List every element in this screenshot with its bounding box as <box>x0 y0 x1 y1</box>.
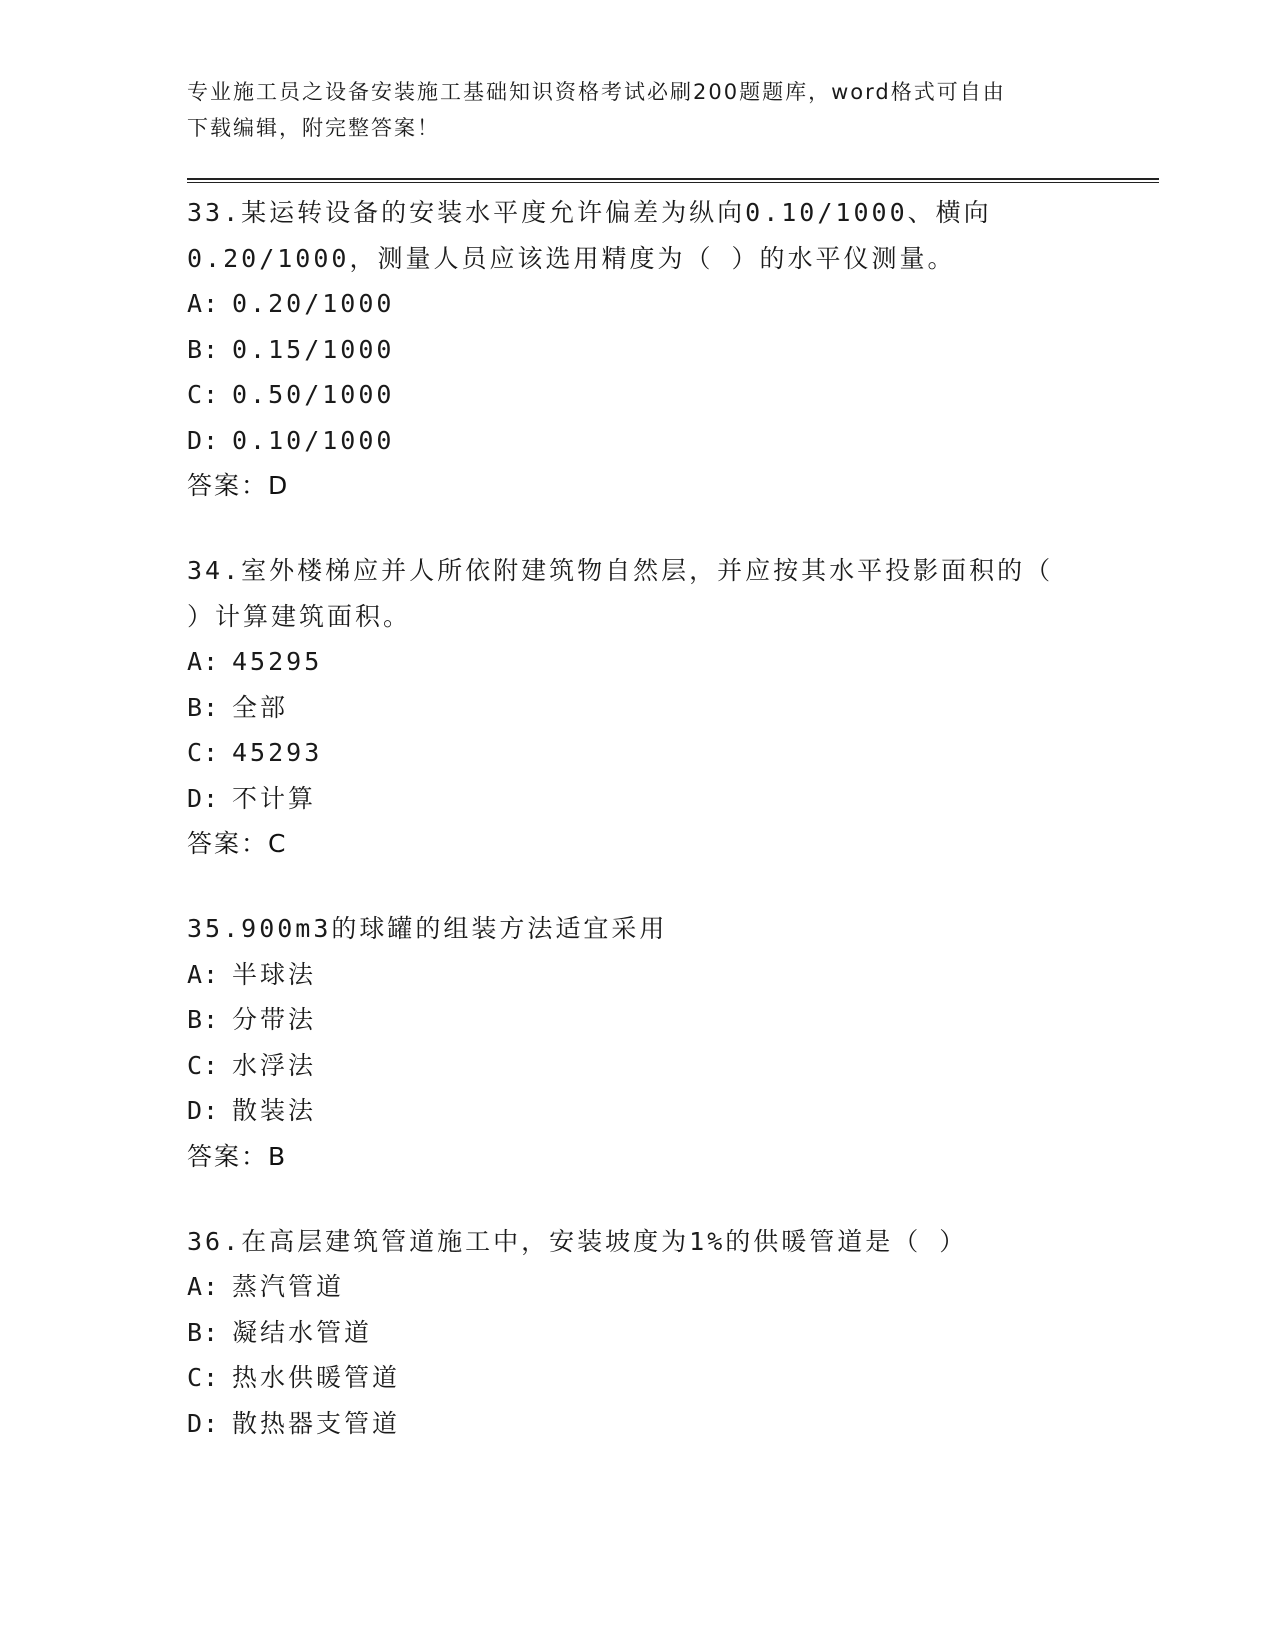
option-label: A: <box>187 1272 220 1301</box>
option-text: 全部 <box>232 692 289 722</box>
question-35 <box>187 906 1087 1179</box>
option-label: D: <box>187 1408 220 1438</box>
question-33 <box>187 190 1087 508</box>
option-b <box>187 1310 1087 1356</box>
option-text: 凝结水管道 <box>232 1317 373 1347</box>
option-text: 散装法 <box>232 1096 317 1125</box>
answer-text: 答案：B <box>187 1141 288 1171</box>
option-b <box>187 327 1087 373</box>
option-a <box>187 281 1087 327</box>
option-label: A: <box>187 647 220 676</box>
question-36 <box>187 1219 1087 1447</box>
header-line-2: 下载编辑，附完整答案！ <box>187 116 440 140</box>
question-stem-line: 33.某运转设备的安装水平度允许偏差为纵向0.10/1000、横向 <box>187 198 992 227</box>
option-label: B: <box>187 692 220 722</box>
option-label: C: <box>187 380 220 409</box>
header-divider <box>187 178 1159 183</box>
option-d <box>187 418 1087 464</box>
option-label: A: <box>187 959 220 989</box>
option-label: B: <box>187 1005 220 1034</box>
option-label: D: <box>187 783 220 813</box>
answer-text: 答案：D <box>187 471 290 500</box>
option-text: 0.10/1000 <box>232 425 395 455</box>
option-text: 散热器支管道 <box>232 1408 401 1438</box>
option-label: B: <box>187 334 220 364</box>
question-stem-line: 34.室外楼梯应并人所依附建筑物自然层，并应按其水平投影面积的（ <box>187 556 1054 585</box>
question-stem-line: 35.900m3的球罐的组装方法适宜采用 <box>187 914 668 943</box>
option-text: 半球法 <box>232 959 317 989</box>
question-list <box>187 190 1087 1486</box>
option-c <box>187 1043 1087 1089</box>
option-a <box>187 639 1087 685</box>
option-text: 0.15/1000 <box>232 334 395 364</box>
option-d <box>187 1401 1087 1447</box>
option-c <box>187 372 1087 418</box>
option-text: 分带法 <box>232 1005 317 1034</box>
question-stem-line: ）计算建筑面积。 <box>187 601 412 631</box>
option-a <box>187 1264 1087 1310</box>
option-a <box>187 952 1087 998</box>
option-text: 蒸汽管道 <box>232 1272 345 1301</box>
option-label: C: <box>187 1050 220 1080</box>
option-label: D: <box>187 425 220 455</box>
option-c <box>187 730 1087 776</box>
option-label: C: <box>187 738 220 767</box>
option-b <box>187 685 1087 731</box>
answer-text: 答案：C <box>187 829 288 858</box>
option-d <box>187 776 1087 822</box>
option-d <box>187 1088 1087 1134</box>
option-text: 水浮法 <box>232 1050 317 1080</box>
option-label: D: <box>187 1096 220 1125</box>
option-text: 0.50/1000 <box>232 380 395 409</box>
document-header <box>187 74 1067 146</box>
option-label: B: <box>187 1317 220 1347</box>
option-text: 0.20/1000 <box>232 289 395 318</box>
question-stem-line: 0.20/1000，测量人员应该选用精度为（ ）的水平仪测量。 <box>187 243 956 273</box>
header-line-1: 专业施工员之设备安装施工基础知识资格考试必刷200题题库，word格式可自由 <box>187 80 1006 104</box>
option-text: 热水供暖管道 <box>232 1363 401 1392</box>
option-text: 45293 <box>232 738 323 767</box>
option-label: C: <box>187 1363 220 1392</box>
question-34 <box>187 548 1087 866</box>
option-text: 不计算 <box>232 783 317 813</box>
option-text: 45295 <box>232 647 323 676</box>
option-b <box>187 997 1087 1043</box>
option-label: A: <box>187 289 220 318</box>
option-c <box>187 1355 1087 1401</box>
question-stem-line: 36.在高层建筑管道施工中，安装坡度为1%的供暖管道是（ ） <box>187 1226 968 1256</box>
